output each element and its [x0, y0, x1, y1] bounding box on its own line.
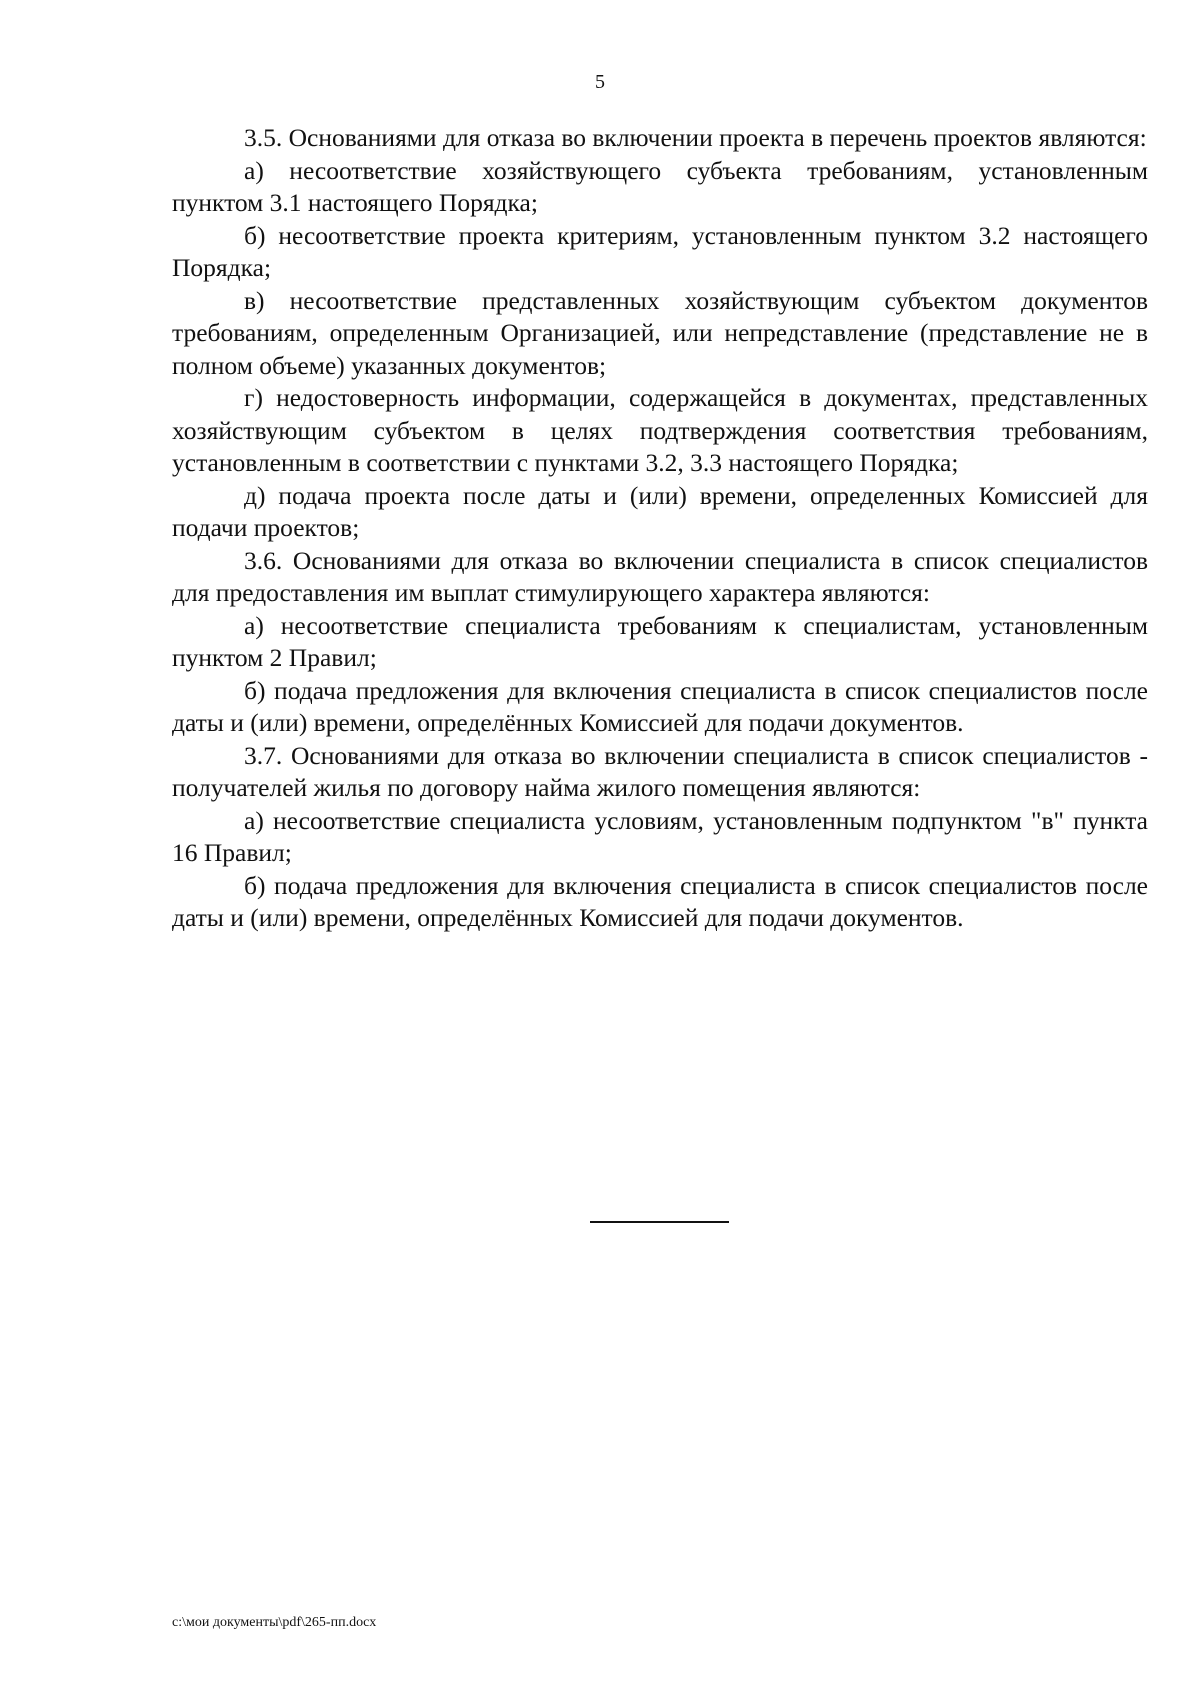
paragraph-3-7: 3.7. Основаниями для отказа во включении специалиста в список специалистов - получателей жилья по договору найма жилого помещения являются:: [172, 740, 1148, 802]
paragraph-3-7-a: а) несоответствие специалиста условиям, установленным подпунктом "в" пункта 16 Правил;: [172, 805, 1148, 867]
paragraph-3-5-a: а) несоответствие хозяйствующего субъекта требованиям, установленным пунктом 3.1 настоящего Порядка;: [172, 155, 1148, 217]
paragraph-3-5-g: г) недостоверность информации, содержащейся в документах, представленных хозяйствующим субъектом в целях подтверждения соответствия требованиям, установленным в соответствии с пунктами 3.2, 3.3 настоящего Порядка;: [172, 383, 1148, 477]
paragraph-3-5-b: б) несоответствие проекта критериям, установленным пунктом 3.2 настоящего Порядка;: [172, 220, 1148, 282]
paragraph-3-6: 3.6. Основаниями для отказа во включении специалиста в список специалистов для предоставления им выплат стимулирующего характера являются:: [172, 545, 1148, 607]
paragraph-3-6-a: а) несоответствие специалиста требованиям к специалистам, установленным пунктом 2 Правил;: [172, 610, 1148, 672]
end-of-text-rule: [590, 1221, 729, 1223]
paragraph-3-5-d: д) подача проекта после даты и (или) времени, определенных Комиссией для подачи проектов;: [172, 480, 1148, 542]
paragraph-3-5: 3.5. Основаниями для отказа во включении проекта в перечень проектов являются:: [244, 123, 1147, 152]
paragraph-3-7-b: б) подача предложения для включения специалиста в список специалистов после даты и (или) времени, определённых Комиссией для подачи документов.: [172, 870, 1148, 932]
footer-file-path: c:\мои документы\pdf\265-пп.docx: [172, 1615, 377, 1630]
page-number: 5: [595, 71, 605, 93]
paragraph-3-6-b: б) подача предложения для включения специалиста в список специалистов после даты и (или) времени, определённых Комиссией для подачи документов.: [172, 675, 1148, 737]
document-body: [172, 122, 1148, 935]
paragraph-3-5-v: в) несоответствие представленных хозяйствующим субъектом документов требованиям, определенным Организацией, или непредставление (представление не в полном объеме) указанных документов;: [172, 285, 1148, 380]
